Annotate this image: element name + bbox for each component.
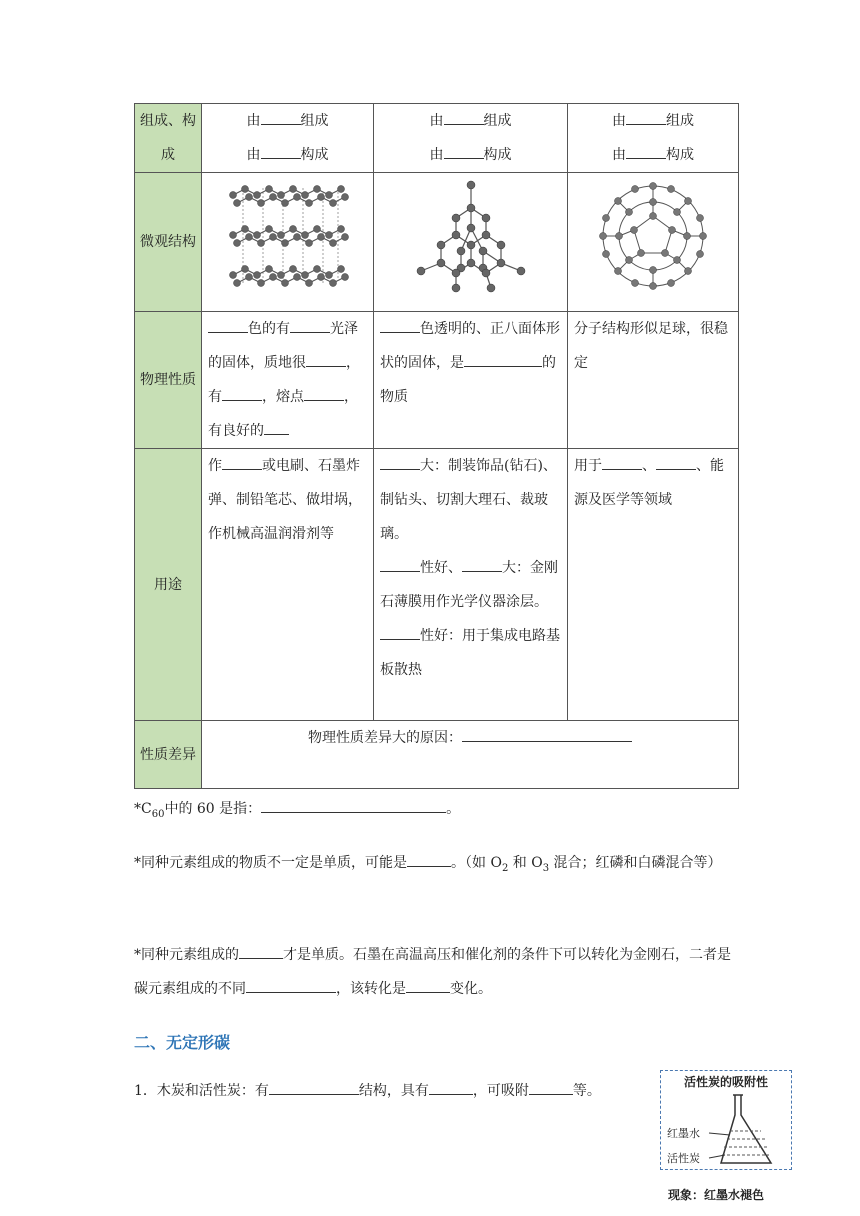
graphite-structure-image — [202, 173, 374, 312]
physical-diamond: 色透明的、正八面体形状的固体，是 的物质 — [374, 312, 568, 449]
physical-c60: 分子结构形似足球，很稳定 — [568, 312, 739, 449]
graphite-lattice-icon — [223, 173, 353, 298]
diamond-lattice-icon — [401, 173, 541, 298]
uses-graphite: 作 或电刷、石墨炸弹、制铅笔芯、做坩埚，作机械高温润滑剂等 — [202, 449, 374, 721]
difference-reason: 物理性质差异大的原因： — [202, 721, 739, 789]
composition-diamond: 由 组成 由 构成 — [374, 104, 568, 173]
header-uses: 用途 — [135, 449, 202, 721]
note-pure-substance: *同种元素组成的 才是单质。石墨在高温高压和催化剂的条件下可以转化为金刚石，二者是碳元素组成的不同 ，该转化是 变化。 — [134, 938, 738, 1006]
note-c60: $*C_{60}$中的 60 是指： 。 — [134, 792, 738, 832]
physical-graphite: 色的有 光泽的固体，质地很 ，有 ，熔点 ，有良好的 — [202, 312, 374, 449]
header-micro: 微观结构 — [135, 173, 202, 312]
header-composition: 组成、构成 — [135, 104, 202, 173]
figure-caption: 现象：红墨水褪色 — [668, 1188, 765, 1202]
c60-structure-image — [568, 173, 739, 312]
composition-c60: 由 组成 由 构成 — [568, 104, 739, 173]
figure-title: 活性炭的吸附性 — [683, 1075, 768, 1089]
composition-graphite: 由 组成 由 构成 — [202, 104, 374, 173]
diamond-structure-image — [374, 173, 568, 312]
row-difference — [135, 721, 739, 789]
label-red-ink: 红墨水 — [667, 1127, 700, 1140]
carbon-allotropes-table — [134, 103, 739, 789]
uses-diamond: 大：制装饰品(钻石)、制钻头、切割大理石、裁玻璃。 性好、 大：金刚石薄膜用作光学仪器涂层。 性好：用于集成电路基板散热 — [374, 449, 568, 721]
row-uses — [135, 449, 739, 721]
section-title-amorphous-carbon: 二、无定形碳 — [134, 1033, 231, 1052]
c60-fullerene-icon — [596, 176, 711, 296]
label-activated-carbon: 活性炭 — [667, 1152, 700, 1165]
uses-c60: 用于 、 、能源及医学等领域 — [568, 449, 739, 721]
header-physical: 物理性质 — [135, 312, 202, 449]
row-micro-structure — [135, 173, 739, 312]
item-charcoal-activated-carbon: 1．木炭和活性炭：有 结构，具有 ，可吸附 等。 — [134, 1074, 654, 1108]
header-difference: 性质差异 — [135, 721, 202, 789]
row-physical-properties — [135, 312, 739, 449]
adsorption-figure — [660, 1070, 792, 1170]
note-same-element-mixture: *同种元素组成的物质不一定是单质，可能是 。（如 $O_2$ 和 $O_3$ 混合；红磷和白磷混合等） — [134, 846, 738, 886]
row-composition — [135, 104, 739, 173]
